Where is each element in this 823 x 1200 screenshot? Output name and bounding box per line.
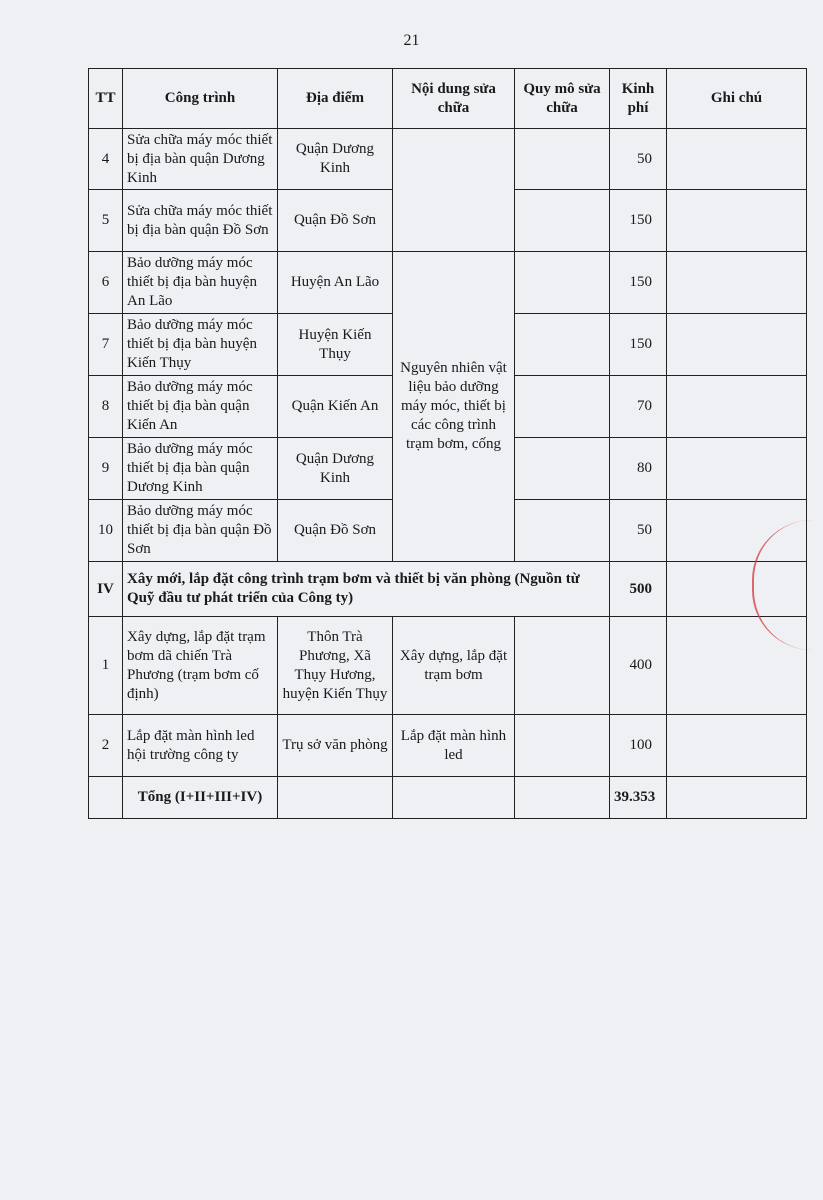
header-ghi-chu: Ghi chú bbox=[667, 69, 807, 129]
cell-kinh-phi: 80 bbox=[610, 438, 667, 500]
cell-noi-dung bbox=[393, 777, 515, 819]
header-dia-diem: Địa điểm bbox=[278, 69, 393, 129]
cell-dia-diem: Thôn Trà Phương, Xã Thụy Hương, huyện Kiến Thụy bbox=[278, 617, 393, 715]
cell-cong-trinh: Bảo dưỡng máy móc thiết bị địa bàn quận Kiến An bbox=[123, 376, 278, 438]
cell-ghi-chu bbox=[667, 314, 807, 376]
table-row bbox=[89, 617, 807, 715]
cell-kinh-phi: 400 bbox=[610, 617, 667, 715]
cell-ghi-chu bbox=[667, 715, 807, 777]
cell-kinh-phi: 50 bbox=[610, 129, 667, 190]
cell-tt: 1 bbox=[89, 617, 123, 715]
cell-cong-trinh: Bảo dưỡng máy móc thiết bị địa bàn quận Đồ Sơn bbox=[123, 500, 278, 562]
cell-dia-diem: Quận Đồ Sơn bbox=[278, 190, 393, 252]
table-row bbox=[89, 715, 807, 777]
header-kinh-phi: Kinh phí bbox=[610, 69, 667, 129]
cell-kinh-phi: 100 bbox=[610, 715, 667, 777]
cell-kinh-phi: 150 bbox=[610, 190, 667, 252]
cell-dia-diem bbox=[278, 777, 393, 819]
cell-tt: 6 bbox=[89, 252, 123, 314]
cell-ghi-chu bbox=[667, 438, 807, 500]
total-label: Tổng (I+II+III+IV) bbox=[123, 777, 278, 819]
cell-dia-diem: Quận Đồ Sơn bbox=[278, 500, 393, 562]
cell-kinh-phi: 70 bbox=[610, 376, 667, 438]
cell-dia-diem: Quận Dương Kinh bbox=[278, 438, 393, 500]
cell-cong-trinh: Sửa chữa máy móc thiết bị địa bàn quận Đồ Sơn bbox=[123, 190, 278, 252]
cell-noi-dung-group: Nguyên nhiên vật liệu bảo dưỡng máy móc, thiết bị các công trình trạm bơm, cống bbox=[393, 252, 515, 562]
cell-tt: 4 bbox=[89, 129, 123, 190]
cell-quy-mo bbox=[515, 190, 610, 252]
cell-quy-mo bbox=[515, 715, 610, 777]
cell-quy-mo bbox=[515, 617, 610, 715]
cell-tt: 10 bbox=[89, 500, 123, 562]
cell-cong-trinh: Bảo dưỡng máy móc thiết bị địa bàn huyện An Lão bbox=[123, 252, 278, 314]
cell-quy-mo bbox=[515, 777, 610, 819]
cell-quy-mo bbox=[515, 438, 610, 500]
cell-tt bbox=[89, 777, 123, 819]
cell-kinh-phi: 150 bbox=[610, 314, 667, 376]
header-noi-dung: Nội dung sửa chữa bbox=[393, 69, 515, 129]
section-title: Xây mới, lắp đặt công trình trạm bơm và thiết bị văn phòng (Nguồn từ Quỹ đầu tư phát triển của Công ty) bbox=[123, 562, 610, 617]
cell-dia-diem: Quận Kiến An bbox=[278, 376, 393, 438]
table-row bbox=[89, 129, 807, 190]
cell-tt: 8 bbox=[89, 376, 123, 438]
section-kinh-phi: 500 bbox=[610, 562, 667, 617]
cell-cong-trinh: Bảo dưỡng máy móc thiết bị địa bàn quận Dương Kinh bbox=[123, 438, 278, 500]
cell-kinh-phi: 50 bbox=[610, 500, 667, 562]
cell-noi-dung: Xây dựng, lắp đặt trạm bơm bbox=[393, 617, 515, 715]
cell-ghi-chu bbox=[667, 376, 807, 438]
cell-quy-mo bbox=[515, 252, 610, 314]
cell-dia-diem: Huyện Kiến Thụy bbox=[278, 314, 393, 376]
cell-ghi-chu bbox=[667, 129, 807, 190]
header-quy-mo: Quy mô sửa chữa bbox=[515, 69, 610, 129]
table-row bbox=[89, 252, 807, 314]
total-row bbox=[89, 777, 807, 819]
cell-cong-trinh: Sửa chữa máy móc thiết bị địa bàn quận Dương Kinh bbox=[123, 129, 278, 190]
cell-ghi-chu bbox=[667, 777, 807, 819]
cell-tt: 2 bbox=[89, 715, 123, 777]
cell-ghi-chu bbox=[667, 190, 807, 252]
cell-dia-diem: Trụ sở văn phòng bbox=[278, 715, 393, 777]
header-tt: TT bbox=[89, 69, 123, 129]
header-row bbox=[89, 69, 807, 129]
section-row bbox=[89, 562, 807, 617]
cell-cong-trinh: Lắp đặt màn hình led hội trường công ty bbox=[123, 715, 278, 777]
total-kinh-phi: 39.353 bbox=[610, 777, 667, 819]
cell-quy-mo bbox=[515, 376, 610, 438]
budget-table bbox=[88, 68, 807, 819]
cell-quy-mo bbox=[515, 500, 610, 562]
cell-tt: 5 bbox=[89, 190, 123, 252]
cell-quy-mo bbox=[515, 129, 610, 190]
cell-cong-trinh: Bảo dưỡng máy móc thiết bị địa bàn huyện Kiến Thụy bbox=[123, 314, 278, 376]
cell-tt: 7 bbox=[89, 314, 123, 376]
cell-dia-diem: Quận Dương Kinh bbox=[278, 129, 393, 190]
cell-noi-dung: Lắp đặt màn hình led bbox=[393, 715, 515, 777]
cell-kinh-phi: 150 bbox=[610, 252, 667, 314]
cell-cong-trinh: Xây dựng, lắp đặt trạm bơm dã chiến Trà Phương (trạm bơm cố định) bbox=[123, 617, 278, 715]
cell-tt: 9 bbox=[89, 438, 123, 500]
page-number: 21 bbox=[403, 32, 420, 49]
cell-quy-mo bbox=[515, 314, 610, 376]
header-cong-trinh: Công trình bbox=[123, 69, 278, 129]
cell-dia-diem: Huyện An Lão bbox=[278, 252, 393, 314]
cell-ghi-chu bbox=[667, 252, 807, 314]
section-tt: IV bbox=[89, 562, 123, 617]
cell-noi-dung bbox=[393, 129, 515, 252]
